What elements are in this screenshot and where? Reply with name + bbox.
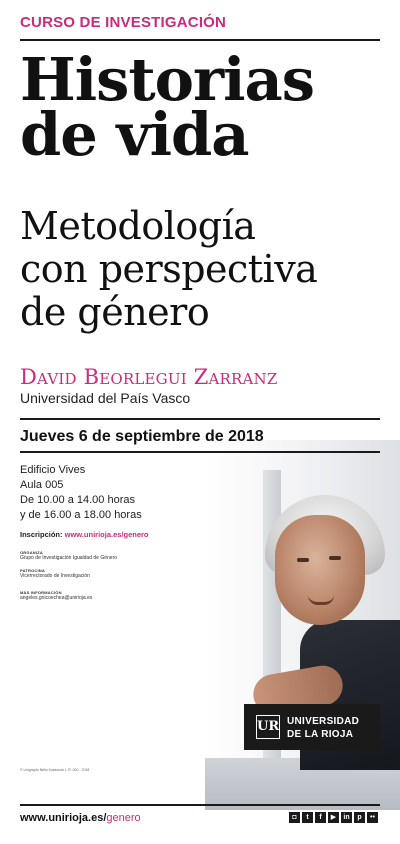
speaker-affiliation: Universidad del País Vasco [20, 390, 191, 406]
venue-building: Edificio Vives [20, 464, 86, 476]
footer-url-suffix: genero [106, 812, 141, 824]
photo-eye-right [329, 556, 341, 560]
twitter-icon[interactable]: t [302, 812, 313, 823]
subtitle-line3: de género [20, 290, 210, 334]
organiza-block [20, 550, 117, 561]
patrocina-block [20, 568, 90, 579]
mas-info-block [20, 590, 92, 601]
organiza-label: ORGANIZA [20, 550, 43, 555]
flickr-icon[interactable]: •• [367, 812, 378, 823]
pinterest-icon[interactable]: p [354, 812, 365, 823]
main-title [20, 45, 314, 169]
photo-eye-left [297, 558, 309, 562]
main-title-line2: de vida [20, 100, 249, 169]
university-logo [244, 704, 380, 750]
university-logo-line2: DE LA RIOJA [287, 729, 354, 740]
linkedin-icon[interactable]: in [341, 812, 352, 823]
subtitle-line1: Metodología [20, 204, 256, 248]
venue-hours-afternoon: y de 16.00 a 18.00 horas [20, 509, 142, 521]
photo-credit: © Unigrapfo Nélio Kassoudo L.R. 000 - 2018 [20, 768, 90, 772]
elderly-woman-photo [205, 440, 400, 810]
date-top-divider [20, 418, 380, 420]
main-title-line1: Historias [20, 45, 314, 114]
venue-block [20, 463, 142, 523]
footer-divider [20, 804, 380, 806]
footer-url-prefix: www.unirioja.es/ [20, 812, 107, 824]
facebook-icon[interactable]: f [315, 812, 326, 823]
venue-hours-morning: De 10.00 a 14.00 horas [20, 494, 135, 506]
mas-info-label: MÁS INFORMACIÓN [20, 590, 62, 595]
speaker-name: David Beorlegui Zarranz [20, 365, 278, 389]
date-bottom-divider [20, 451, 380, 453]
event-date: Jueves 6 de septiembre de 2018 [20, 428, 264, 445]
university-logo-line1: UNIVERSIDAD [287, 716, 360, 727]
inscription-line [20, 530, 149, 539]
university-mark-icon: UR [256, 715, 280, 739]
patrocina-label: PATROCINA [20, 568, 45, 573]
organiza-value: Grupo de Investigación Igualdad de Género [20, 555, 118, 561]
instagram-icon[interactable]: ◘ [289, 812, 300, 823]
subtitle-line2: con perspectiva [20, 247, 318, 291]
youtube-icon[interactable]: ▶ [328, 812, 339, 823]
photo-woman-face [275, 515, 365, 625]
inscription-label: Inscripción: [20, 530, 63, 539]
inscription-link[interactable]: www.unirioja.es/genero [64, 530, 149, 539]
social-icons [289, 812, 378, 826]
top-divider [20, 39, 380, 41]
mas-info-email[interactable]: angeles.goicoechea@unirioja.es [20, 595, 93, 601]
course-type-kicker: CURSO DE INVESTIGACIÓN [20, 14, 227, 31]
footer-url[interactable] [20, 812, 141, 824]
venue-room: Aula 005 [20, 479, 64, 491]
patrocina-value: Vicerrectorado de Investigación [20, 573, 90, 579]
subtitle [20, 205, 317, 334]
